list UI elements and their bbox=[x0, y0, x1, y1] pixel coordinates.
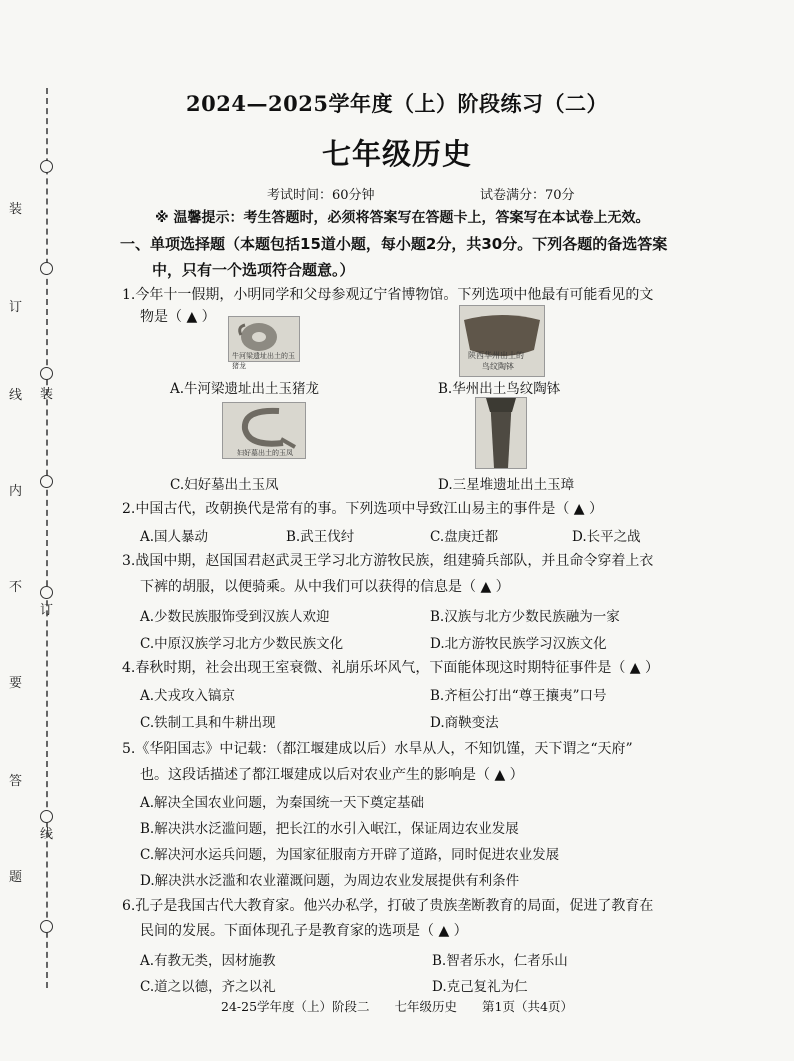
image-caption: 陕西华州出土的 bbox=[468, 351, 524, 360]
binding-hole bbox=[40, 810, 53, 823]
warm-tip: ※ 温馨提示：考生答题时，必须将答案写在答题卡上，答案写在本试卷上无效。 bbox=[155, 210, 650, 226]
binding-hole bbox=[40, 262, 53, 275]
question-2-option-b: B.武王伐纣 bbox=[286, 529, 355, 545]
question-4-stem: 4.春秋时期，社会出现王室衰微、礼崩乐坏风气，下面能体现这时期特征事件是（ ▲ ） bbox=[122, 660, 660, 676]
section-heading: 一、单项选择题（本题包括15道小题，每小题2分，共30分。下列各题的备选答案 bbox=[120, 235, 668, 253]
margin-char: 要 bbox=[9, 676, 23, 691]
binding-hole bbox=[40, 367, 53, 380]
margin-char: 内 bbox=[9, 484, 23, 499]
binding-hole bbox=[40, 920, 53, 933]
exam-time: 考试时间：60分钟 bbox=[267, 188, 375, 203]
question-2-option-d: D.长平之战 bbox=[572, 529, 641, 545]
question-5-stem-line2: 也。这段话描述了都江堰建成以后对农业产生的影响是（ ▲ ） bbox=[140, 767, 524, 783]
question-6-option-b: B.智者乐水，仁者乐山 bbox=[432, 953, 568, 969]
binding-hole bbox=[40, 475, 53, 488]
question-4-option-c: C.铁制工具和牛耕出现 bbox=[140, 715, 276, 731]
question-1-stem: 1.今年十一假期，小明同学和父母参观辽宁省博物馆。下列选项中他最有可能看见的文 bbox=[122, 287, 654, 303]
binding-dashed-line bbox=[46, 88, 48, 988]
full-score: 试卷满分：70分 bbox=[480, 188, 575, 203]
question-3-stem-line2: 下裤的胡服，以便骑乘。从中我们可以获得的信息是（ ▲ ） bbox=[140, 579, 510, 595]
question-4-option-b: B.齐桓公打出“尊王攘夷”口号 bbox=[430, 688, 607, 704]
bird-pattern-pottery-image bbox=[459, 305, 545, 377]
question-1-option-b: B.华州出土鸟纹陶钵 bbox=[438, 381, 561, 397]
question-3-option-b: B.汉族与北方少数民族融为一家 bbox=[430, 609, 620, 625]
image-caption: 牛河梁遗址出土的玉猪龙 bbox=[232, 352, 295, 370]
binding-hole bbox=[40, 586, 53, 599]
margin-char: 装 bbox=[9, 202, 23, 217]
margin-char: 订 bbox=[9, 300, 23, 315]
question-5-stem: 5.《华阳国志》中记载：（都江堰建成以后）水旱从人，不知饥馑，天下谓之“天府” bbox=[122, 741, 633, 757]
question-4-option-a: A.犬戎攻入镐京 bbox=[140, 688, 236, 704]
question-2-option-c: C.盘庚迁都 bbox=[430, 529, 499, 545]
page-footer: 24-25学年度（上）阶段二 七年级历史 第1页（共4页） bbox=[221, 999, 573, 1014]
question-6-option-a: A.有教无类，因材施教 bbox=[140, 953, 276, 969]
question-3-option-a: A.少数民族服饰受到汉族人欢迎 bbox=[140, 609, 330, 625]
exam-title: 2024—2025学年度（上）阶段练习（二） bbox=[186, 91, 608, 116]
margin-char-inner: 装 bbox=[40, 387, 54, 402]
question-3-option-c: C.中原汉族学习北方少数民族文化 bbox=[140, 636, 344, 652]
question-6-option-c: C.道之以德，齐之以礼 bbox=[140, 979, 276, 995]
subject-title: 七年级历史 bbox=[321, 137, 472, 171]
jade-zhang-image bbox=[475, 397, 527, 469]
margin-char: 答 bbox=[9, 774, 23, 789]
margin-char: 题 bbox=[9, 870, 23, 885]
jade-pig-dragon-image bbox=[228, 316, 300, 370]
question-5-option-b: B.解决洪水泛滥问题，把长江的水引入岷江，保证周边农业发展 bbox=[140, 821, 519, 837]
question-1-option-d: D.三星堆遗址出土玉璋 bbox=[438, 477, 575, 493]
question-5-option-d: D.解决洪水泛滥和农业灌溉问题，为周边农业发展提供有利条件 bbox=[140, 873, 520, 889]
question-2-stem: 2.中国古代，改朝换代是常有的事。下列选项中导致江山易主的事件是（ ▲ ） bbox=[122, 501, 604, 517]
margin-char-inner: 订 bbox=[40, 603, 54, 618]
image-caption: 鸟纹陶钵 bbox=[482, 362, 514, 371]
question-4-option-d: D.商鞅变法 bbox=[430, 715, 499, 731]
jade-phoenix-image bbox=[222, 402, 306, 459]
question-1-option-c: C.妇好墓出土玉凤 bbox=[170, 477, 279, 493]
question-1-option-a: A.牛河梁遗址出土玉猪龙 bbox=[170, 381, 320, 397]
question-6-option-d: D.克己复礼为仁 bbox=[432, 979, 528, 995]
question-3-option-d: D.北方游牧民族学习汉族文化 bbox=[430, 636, 607, 652]
margin-char: 线 bbox=[9, 388, 23, 403]
question-5-option-a: A.解决全国农业问题，为秦国统一天下奠定基础 bbox=[140, 795, 425, 811]
question-6-stem-line2: 民间的发展。下面体现孔子是教育家的选项是（ ▲ ） bbox=[140, 923, 468, 939]
question-5-option-c: C.解决河水运兵问题，为国家征服南方开辟了道路，同时促进农业发展 bbox=[140, 847, 560, 863]
question-3-stem: 3.战国中期，赵国国君赵武灵王学习北方游牧民族，组建骑兵部队，并且命令穿着上衣 bbox=[122, 553, 654, 569]
question-6-stem: 6.孔子是我国古代大教育家。他兴办私学，打破了贵族垄断教育的局面，促进了教育在 bbox=[122, 898, 654, 914]
question-2-option-a: A.国人暴动 bbox=[140, 529, 209, 545]
margin-char-inner: 线 bbox=[40, 827, 54, 842]
margin-char: 不 bbox=[9, 580, 23, 595]
image-caption: 妇好墓出土的玉凤 bbox=[237, 449, 293, 457]
section-heading-line2: 中，只有一个选项符合题意。） bbox=[152, 261, 355, 279]
question-1-stem-line2: 物是（ ▲ ） bbox=[140, 309, 216, 325]
